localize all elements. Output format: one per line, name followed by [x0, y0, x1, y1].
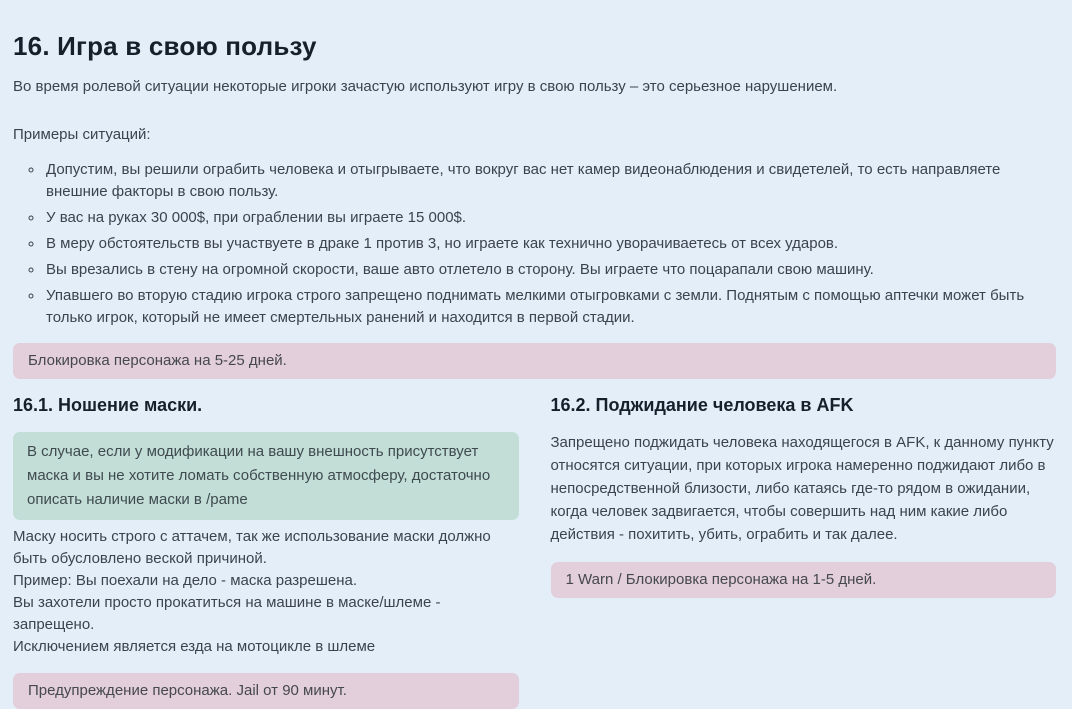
paragraph: Пример: Вы поехали на дело - маска разрешена. [13, 572, 358, 589]
paragraph: Маску носить строго с аттачем, так же использование маски должно быть обусловлено веской причиной. [13, 528, 491, 567]
punishment-box-mask: Предупреждение персонажа. Jail от 90 минут. [13, 673, 519, 709]
examples-label: Примеры ситуаций: [13, 126, 151, 143]
page-title: 16. Игра в свою пользу [13, 31, 317, 61]
note-box-mask: В случае, если у модификации на вашу внешность присутствует маска и вы не хотите ломать собственную атмосферу, достаточно описать наличие маски в /pame [13, 432, 519, 520]
list-item: ◦ В меру обстоятельств вы участвуете в драке 1 против 3, но играете как технично уворачиваетесь от всех ударов. [44, 233, 1056, 255]
subsection-afk-text: Запрещено поджидать человека находящегося в AFK, к данному пункту относятся ситуации, при которых игрока намеренно поджидают либо в непосредственной близости, либо катаясь где-то рядом в ожидании, когда человек задвигается, чтобы совершить над ним какие либо действия - похитить, убить, ограбить и так далее. [550, 434, 1054, 543]
list-item: ◦ У вас на руках 30 000$, при ограблении вы играете 15 000$. [44, 207, 1056, 229]
subsection-afk [551, 379, 1057, 709]
list-item: ◦ Допустим, вы решили ограбить человека и отыгрываете, что вокруг вас нет камер видеонаблюдения и свидетелей, то есть направляете внешние факторы в свою пользу. [44, 159, 1056, 203]
subsection-mask [13, 379, 519, 709]
list-item: ◦ Упавшего во вторую стадию игрока строго запрещено поднимать мелкими отыгровками с земли. Поднятым с помощью аптечки может быть только игрок, который не имеет смертельных ранений и находится в первой стадии. [44, 285, 1056, 329]
examples-list [13, 159, 1056, 329]
subsections [13, 379, 1056, 709]
subsection-mask-text [13, 526, 519, 658]
subsection-title-16-2: 16.2. Поджидание человека в AFK [550, 395, 854, 415]
subsection-title-16-1: 16.1. Ношение маски. [13, 395, 203, 415]
paragraph: Исключением является езда на мотоцикле в шлеме [13, 638, 376, 655]
punishment-box-main: Блокировка персонажа на 5-25 дней. [13, 343, 1056, 379]
punishment-box-afk: 1 Warn / Блокировка персонажа на 1-5 дней. [551, 562, 1057, 598]
section-intro: Во время ролевой ситуации некоторые игроки зачастую используют игру в свою пользу – это серьезное нарушением. [13, 78, 838, 95]
list-item: ◦ Вы врезались в стену на огромной скорости, ваше авто отлетело в сторону. Вы играете что поцарапали свою машину. [44, 259, 1056, 281]
paragraph: Вы захотели просто прокатиться на машине в маске/шлеме - запрещено. [13, 594, 441, 633]
